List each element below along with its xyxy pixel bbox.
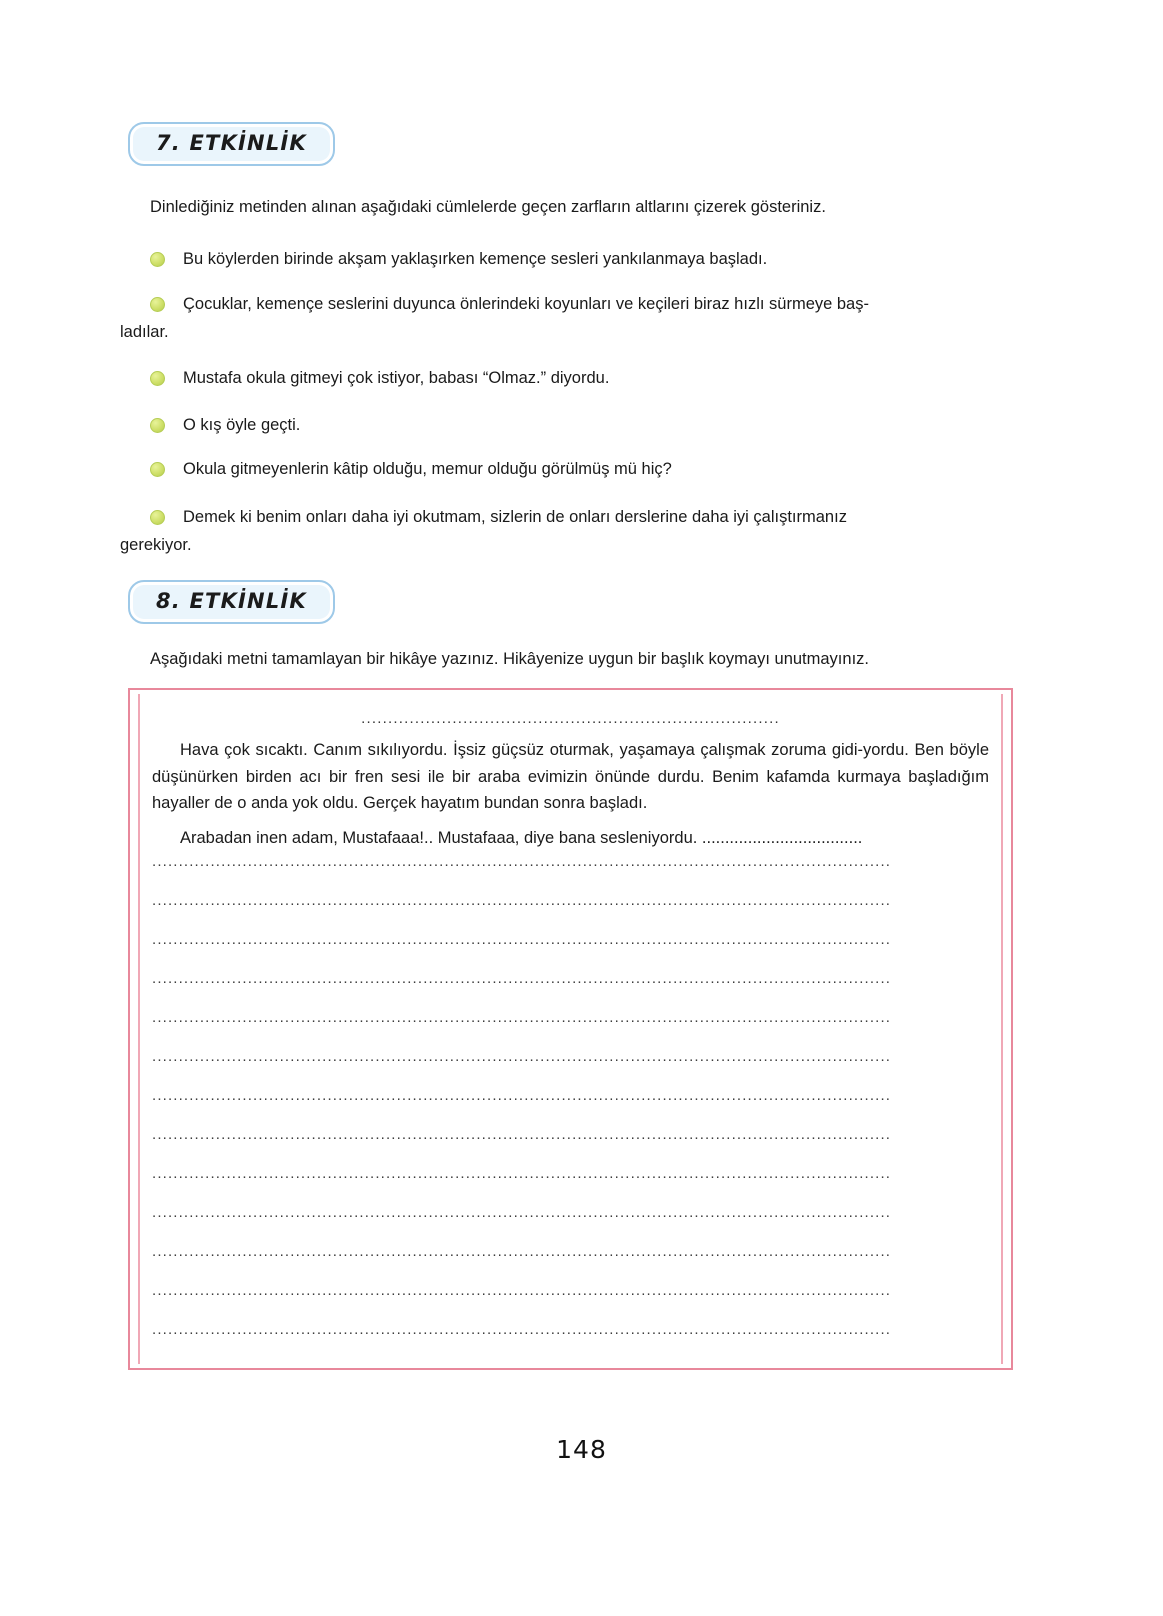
list-item-text: Bu köylerden birinde akşam yaklaşırken kemençe sesleri yankılanmaya başladı. xyxy=(183,250,768,268)
list-item-text: Çocuklar, kemençe seslerini duyunca önlerindeki koyunları ve keçileri biraz hızlı sürmeye baş- xyxy=(183,295,869,313)
blank-line[interactable]: ........................................................................................................................................... xyxy=(152,1048,892,1065)
bullet-dot-icon xyxy=(150,510,165,525)
blank-line[interactable]: ........................................................................................................................................... xyxy=(152,1165,892,1182)
blank-line[interactable]: ........................................................................................................................................... xyxy=(152,931,892,948)
page-number: 148 xyxy=(556,1435,607,1464)
list-item-text: Mustafa okula gitmeyi çok istiyor, babası “Olmaz.” diyordu. xyxy=(183,369,610,387)
bullet-dot-icon xyxy=(150,297,165,312)
blank-line[interactable]: ........................................................................................................................................... xyxy=(152,1009,892,1026)
list-item xyxy=(150,247,1010,272)
activity-7-badge-label: 7. ETKİNLİK xyxy=(156,131,307,155)
blank-line[interactable]: ........................................................................................................................................... xyxy=(152,970,892,987)
bullet-dot-icon xyxy=(150,252,165,267)
story-writing-area[interactable] xyxy=(152,704,989,1358)
bullet-dot-icon xyxy=(150,418,165,433)
badge-8 xyxy=(128,580,335,624)
blank-line[interactable]: ........................................................................................................................................... xyxy=(152,1321,892,1338)
list-item-continuation: gerekiyor. xyxy=(120,536,192,554)
story-paragraph-2: Arabadan inen adam, Mustafaaa!.. Mustafaaa, diye bana sesleniyordu. ................................... xyxy=(180,829,863,848)
bullet-dot-icon xyxy=(150,371,165,386)
blank-line[interactable]: ........................................................................................................................................... xyxy=(152,1243,892,1260)
story-blank-lines[interactable] xyxy=(152,854,989,1361)
blank-line[interactable]: ........................................................................................................................................... xyxy=(152,892,892,909)
activity-7-badge xyxy=(128,122,335,166)
list-item xyxy=(150,505,1010,530)
activity-7-instruction: Dinlediğiniz metinden alınan aşağıdaki cümlelerde geçen zarfların altlarını çizerek gösteriniz. xyxy=(150,198,826,216)
list-item xyxy=(150,413,1010,438)
story-writing-box[interactable] xyxy=(128,688,1013,1370)
blank-line[interactable]: ........................................................................................................................................... xyxy=(152,853,892,870)
list-item xyxy=(150,366,1010,391)
blank-line[interactable]: ........................................................................................................................................... xyxy=(152,1087,892,1104)
list-item-continuation: ladılar. xyxy=(120,323,169,341)
activity-8-instruction: Aşağıdaki metni tamamlayan bir hikâye yazınız. Hikâyenize uygun bir başlık koymayı unutmayınız. xyxy=(150,650,869,668)
story-title-placeholder[interactable]: .............................................................................. xyxy=(361,710,780,727)
list-item-text: O kış öyle geçti. xyxy=(183,416,301,434)
blank-line[interactable]: ........................................................................................................................................... xyxy=(152,1282,892,1299)
list-item xyxy=(150,292,1006,317)
story-paragraph-1: Hava çok sıcaktı. Canım sıkılıyordu. İşsiz güçsüz oturmak, yaşamaya çalışmak zoruma gidi-yordu. Ben böyle düşünürken birden acı bir fren sesi ile bir araba evimizin önünde durdu. Benim kafamda kurmaya başladığım hayaller de o anda yok oldu. Gerçek hayatım bundan sonra başladı. xyxy=(152,741,989,813)
list-item xyxy=(150,457,1010,482)
activity-8-badge xyxy=(128,580,335,624)
blank-line[interactable]: ........................................................................................................................................... xyxy=(152,1204,892,1221)
list-item-text: Okula gitmeyenlerin kâtip olduğu, memur olduğu görülmüş mü hiç? xyxy=(183,460,672,478)
activity-8-badge-label: 8. ETKİNLİK xyxy=(156,589,307,613)
bullet-dot-icon xyxy=(150,462,165,477)
list-item-text: Demek ki benim onları daha iyi okutmam, sizlerin de onları derslerine daha iyi çalıştırmanız xyxy=(183,508,847,526)
blank-line[interactable]: ........................................................................................................................................... xyxy=(152,1126,892,1143)
badge-7 xyxy=(128,122,335,166)
